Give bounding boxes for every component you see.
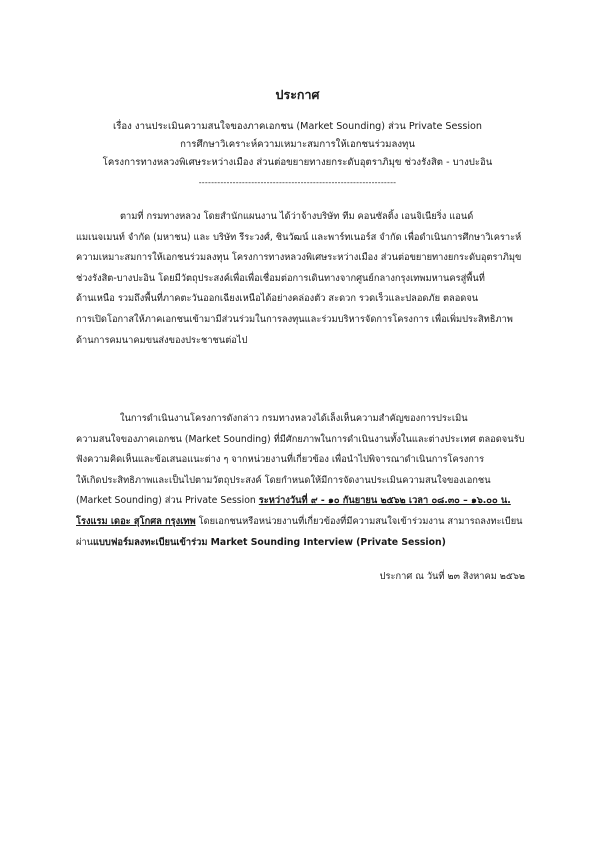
document-title: ประกาศ [275, 87, 320, 102]
paragraph-line: ด้านเหนือ รวมถึงพื้นที่ภาคตะวันออกเฉียงเหนือได้อย่างคล่องตัว สะดวก รวดเร็วและปลอดภัย ตลอดจน [76, 293, 479, 305]
paragraph-line: ความสนใจของภาคเอกชน (Market Sounding) ที่มีศักยภาพในการดำเนินงานทั้งในและต่างประเทศ ตลอดจนรับ [76, 433, 525, 445]
registration-note: โดยเอกชนหรือหน่วยงานที่เกี่ยวข้องที่มีความสนใจเข้าร่วมงาน สามารถลงทะเบียน [195, 515, 523, 527]
paragraph-line: ความเหมาะสมการให้เอกชนร่วมลงทุน โครงการทางหลวงพิเศษระหว่างเมือง ส่วนต่อขยายทางยกระดับอุตราภิมุข [76, 252, 522, 264]
paragraph-background [76, 207, 526, 351]
announcement-date: ประกาศ ณ วันที่ ๒๓ สิงหาคม ๒๕๖๒ [379, 571, 525, 582]
divider-line: ---------------------------------------------------------------- [198, 178, 397, 187]
subject-line: การศึกษาวิเคราะห์ความเหมาะสมการให้เอกชนร่วมลงทุน [180, 139, 415, 150]
paragraph-line: ตามที่ กรมทางหลวง โดยสำนักแผนงาน ได้ว่าจ้างบริษัท ทีม คอนซัลติ้ง เอนจิเนียริ่ง แอนด์ [120, 211, 474, 222]
registration-via: ผ่าน [76, 536, 94, 548]
paragraph-line: แมเนจเมนท์ จำกัด (มหาชน) และ บริษัท รีระวงศ์, ชินวัฒน์ และพาร์ทเนอร์ส จำกัด เพื่อดำเนินการศึกษาวิเคราะห์ [76, 231, 522, 243]
event-date-time: ระหว่างวันที่ ๙ - ๑๐ กันยายน ๒๕๖๒ เวลา ๐๘.๓๐ – ๑๖.๐๐ น. [258, 495, 511, 507]
paragraph-line: ให้เกิดประสิทธิภาพและเป็นไปตามวัตถุประสงค์ โดยกำหนดให้มีการจัดงานประเมินความสนใจของเอกชน [76, 474, 491, 486]
paragraph-line: การเปิดโอกาสให้ภาคเอกชนเข้ามามีส่วนร่วมในการลงทุนและร่วมบริหารจัดการโครงการ เพื่อเพิ่มประสิทธิภาพ [76, 313, 513, 325]
paragraph-line: ด้านการคมนาคมขนส่งของประชาชนต่อไป [76, 334, 248, 346]
paragraph-line: ฟังความคิดเห็นและข้อเสนอแนะต่าง ๆ จากหน่วยงานที่เกี่ยวข้อง เพื่อนำไปพิจารณาดำเนินการโครงการ [76, 454, 485, 466]
subject-line: เรื่อง งานประเมินความสนใจของภาคเอกชน (Market Sounding) ส่วน Private Session [112, 121, 482, 132]
paragraph-event [76, 409, 526, 553]
registration-form-name: แบบฟอร์มลงทะเบียนเข้าร่วม Market Sounding Interview (Private Session) [93, 536, 446, 548]
session-label: (Market Sounding) ส่วน Private Session [76, 495, 259, 507]
paragraph-line [76, 533, 526, 554]
subject-block [40, 118, 555, 172]
paragraph-line [76, 491, 526, 512]
paragraph-line [76, 512, 526, 533]
paragraph-line: ช่วงรังสิต-บางปะอิน โดยมีวัตถุประสงค์เพื่อเพื่อเชื่อมต่อการเดินทางจากศูนย์กลางกรุงเทพมหานครสู่พื้นที่ [76, 272, 485, 284]
event-venue: โรงแรม เดอะ สุโกศล กรุงเทพ [76, 515, 196, 527]
subject-line: โครงการทางหลวงพิเศษระหว่างเมือง ส่วนต่อขยายทางยกระดับอุตราภิมุข ช่วงรังสิต - บางปะอิน [102, 157, 493, 168]
paragraph-line: ในการดำเนินงานโครงการดังกล่าว กรมทางหลวงได้เล็งเห็นความสำคัญของการประเมิน [120, 413, 468, 424]
